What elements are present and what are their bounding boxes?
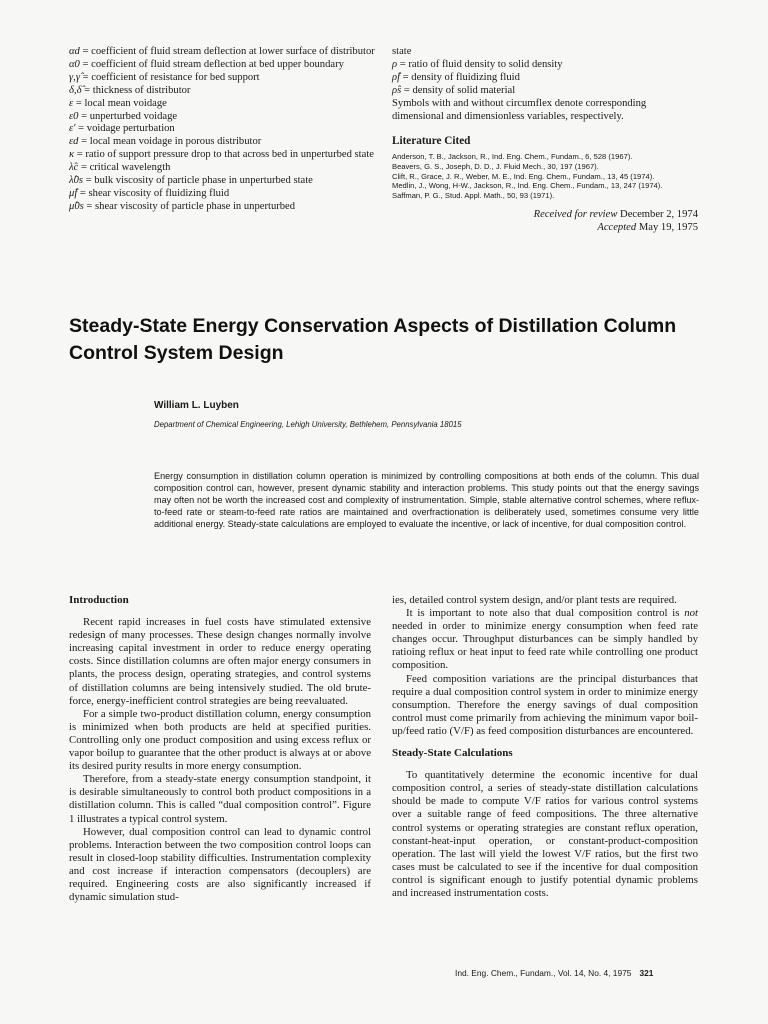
symbol: ρ bbox=[392, 58, 398, 70]
symbol-definition: = local mean voidage in porous distributor bbox=[78, 136, 262, 148]
page-number: 321 bbox=[639, 968, 654, 978]
paragraph: Therefore, from a steady-state energy consumption standpoint, it is desirable simultaneously to control both product compositions in a distillation column. This is called “dual composition control”. Figure 1 illustrates a typical control system. bbox=[69, 773, 371, 825]
symbol-definition: = shear viscosity of fluidizing fluid bbox=[77, 187, 230, 199]
body-left-column bbox=[69, 594, 371, 904]
symbol-entry bbox=[392, 46, 698, 59]
symbol-definition: = critical wavelength bbox=[78, 162, 171, 174]
symbol-entry bbox=[69, 59, 375, 72]
symbol: ε′ bbox=[69, 123, 76, 135]
symbol-note: Symbols with and without circumflex denote corresponding dimensional and dimensionless variables, respectively. bbox=[392, 97, 647, 122]
article-abstract: Energy consumption in distillation column operation is minimized by controlling compositions at both ends of the column. This dual composition control can, however, present dynamic stability and interaction problems. This study points out that the energy savings may often not be worth the increased cost and complexity of instrumentation. Simple, stable alternative control schemes, where reflux-to-feed rate or steam-to-feed rate ratios are maintained and overfractionation is deliberately used, sometimes consume very little additional energy. Steady-state calculations are employed to evaluate the incentive, or lack of incentive, for dual composition control. bbox=[154, 471, 699, 529]
reference-item: Medlin, J., Wong, H-W., Jackson, R., Ind. Eng. Chem., Fundam., 13, 247 (1974). bbox=[392, 181, 663, 191]
journal-citation: Ind. Eng. Chem., Fundam., Vol. 14, No. 4, 1975 bbox=[455, 968, 632, 978]
paragraph: ies, detailed control system design, and/or plant tests are required. bbox=[392, 594, 677, 606]
symbol-entry bbox=[69, 188, 375, 201]
page-footer bbox=[455, 968, 653, 978]
symbol-definition: = shear viscosity of particle phase in unperturbed bbox=[83, 200, 296, 212]
section-heading-introduction: Introduction bbox=[69, 594, 129, 606]
received-date: December 2, 1974 bbox=[620, 209, 698, 221]
emphasis-text: not bbox=[684, 607, 698, 620]
symbol: λ̂0s bbox=[69, 175, 84, 187]
symbol-entry bbox=[69, 85, 375, 98]
paragraph: For a simple two-product distillation column, energy consumption is minimized when both products are held at specified purities. Controlling only one product composition and using excess reflux or vapor boilup to guarantee that the other product is always at or above its desired purity results in more energy consumption. bbox=[69, 707, 371, 773]
symbol-definition: = ratio of support pressure drop to that across bed in unperturbed state bbox=[74, 149, 374, 161]
paragraph: Feed composition variations are the principal disturbances that require a dual composition control system in order to minimize energy consumption. Therefore the energy savings of dual composition control must come primarily from achieving the minimum vapor boil-up/feed ratio (V/F) as feed composition disturbances are encountered. bbox=[392, 672, 698, 737]
symbol-entry bbox=[69, 201, 375, 214]
symbol: ε0 bbox=[69, 110, 79, 122]
symbol-entry bbox=[392, 98, 698, 124]
symbol: α0 bbox=[69, 58, 80, 70]
paragraph: However, dual composition control can lead to dynamic control problems. Interaction between the two composition control loops can result in closed-loop stability difficulties. Instrumentation complexity and cost increase if interaction compensators (decouplers) are required. Engineering costs are also significantly increased if dynamic simulation stud- bbox=[69, 825, 371, 904]
symbol-definition: = coefficient of fluid stream deflection at bed upper boundary bbox=[79, 58, 344, 70]
paragraph-text: It is important to note also that dual composition control is bbox=[406, 607, 685, 620]
reference-item: Clift, R., Grace, J. R., Weber, M. E., Ind. Eng. Chem., Fundam., 13, 45 (1974). bbox=[392, 171, 655, 181]
symbol-definition: = density of solid material bbox=[401, 84, 516, 96]
symbol-definition: = density of fluidizing fluid bbox=[400, 71, 520, 83]
paragraph: Recent rapid increases in fuel costs have stimulated extensive redesign of many processes. These design changes normally involve increasing capital investment in order to reduce energy operating costs. Since distillation columns are often major energy consumers in plants, the process design, operating strategies, and control systems of distillation columns are being intensively studied. The old brute-force, energy-inefficient control strategies are being reevaluated. bbox=[69, 616, 371, 707]
symbol-definition: state bbox=[392, 46, 412, 57]
symbol-definition: = local mean voidage bbox=[73, 97, 167, 109]
received-dates bbox=[392, 209, 698, 235]
article-author: William L. Luyben bbox=[154, 400, 239, 411]
accepted-label: Accepted bbox=[597, 222, 637, 234]
paragraph-text: needed in order to minimize energy consumption when feed rate changes occur. Throughput disturbances can be simply handled by ratioing reflux or heat input to feed rate while controlling one product composition. bbox=[392, 620, 698, 672]
symbol-definition: = thickness of distributor bbox=[81, 84, 191, 96]
symbol: εd bbox=[69, 136, 79, 148]
accepted-date: May 19, 1975 bbox=[638, 222, 698, 234]
symbol: ρ̂f bbox=[392, 71, 401, 83]
symbol: κ bbox=[69, 149, 75, 161]
symbol-entry bbox=[69, 46, 375, 59]
symbol-entry bbox=[69, 72, 375, 85]
symbol-definition: = unperturbed voidage bbox=[78, 110, 178, 122]
reference-item: Saffman, P. G., Stud. Appl. Math., 50, 93 (1971). bbox=[392, 190, 555, 200]
received-label: Received for review bbox=[533, 209, 618, 221]
symbol-definition: = voidage perturbation bbox=[75, 123, 175, 135]
symbol-definition: = bulk viscosity of particle phase in unperturbed state bbox=[83, 175, 313, 187]
symbol-entry bbox=[69, 149, 375, 162]
paragraph bbox=[392, 607, 698, 672]
symbol-entry bbox=[392, 72, 698, 85]
symbol-definition: = coefficient of fluid stream deflection at lower surface of distributor bbox=[79, 46, 375, 57]
symbol: ρ̂s bbox=[392, 84, 402, 96]
literature-heading: Literature Cited bbox=[392, 135, 471, 148]
symbol-definition: = ratio of fluid density to solid density bbox=[397, 58, 563, 70]
nomenclature-right bbox=[392, 46, 698, 235]
symbol: γ,γ̂ bbox=[69, 71, 80, 83]
symbol-definition: = coefficient of resistance for bed support bbox=[80, 71, 260, 83]
body-right-column bbox=[392, 594, 698, 900]
paragraph: To quantitatively determine the economic incentive for dual composition control, a series of steady-state distillation calculations should be made to compute V/F ratios for various control systems over a suitable range of feed compositions. The three alternative control systems or operating strategies are constant reflux operation, constant-heat-input operation, or constant-product-composition operation. The last will yield the lowest V/F ratios, but the first two cases must be calculated to see if the incentive for dual composition control is significant enough to justify potential dynamic problems and increased instrumentation costs. bbox=[392, 769, 698, 899]
nomenclature-left bbox=[69, 46, 375, 214]
symbol: δ,δ̂ bbox=[69, 84, 82, 96]
symbol: ε bbox=[69, 97, 74, 109]
reference-item: Beavers, G. S., Joseph, D. D., J. Fluid Mech., 30, 197 (1967). bbox=[392, 161, 599, 171]
symbol: μ̂0s bbox=[69, 200, 84, 212]
symbol-entry bbox=[69, 111, 375, 124]
reference-item: Anderson, T. B., Jackson, R., Ind. Eng. Chem., Fundam., 6, 528 (1967). bbox=[392, 152, 633, 162]
symbol-entry bbox=[69, 136, 375, 149]
symbol: μ̂f bbox=[69, 187, 78, 199]
symbol-entry bbox=[69, 98, 375, 111]
section-heading-steady-state: Steady-State Calculations bbox=[392, 747, 513, 760]
symbol-entry bbox=[69, 175, 375, 188]
author-affiliation: Department of Chemical Engineering, Lehigh University, Bethlehem, Pennsylvania 18015 bbox=[154, 420, 462, 429]
symbol-entry bbox=[69, 162, 375, 175]
symbol: λ̂c bbox=[69, 162, 79, 174]
symbol-entry bbox=[69, 123, 375, 136]
symbol-entry bbox=[392, 59, 698, 72]
symbol: αd bbox=[69, 46, 80, 57]
article-title: Steady-State Energy Conservation Aspects of Distillation Column Control System Design bbox=[69, 315, 677, 364]
symbol-entry bbox=[392, 85, 698, 98]
